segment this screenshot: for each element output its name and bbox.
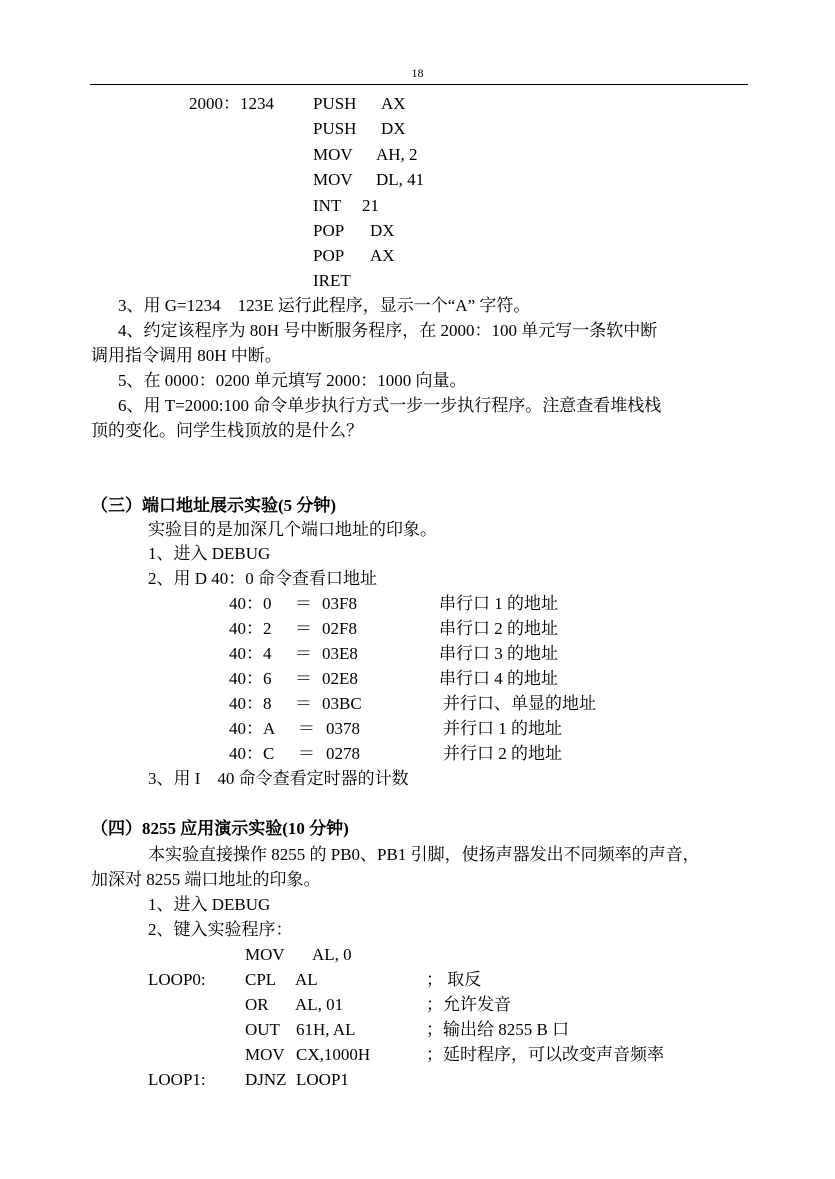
- port-value: 03F8: [322, 594, 357, 613]
- code-arg: LOOP1: [296, 1070, 349, 1089]
- code-arg: AL: [295, 970, 318, 989]
- code-op: PUSH: [313, 119, 357, 138]
- code-op: MOV: [313, 145, 353, 164]
- section-3-step-1: 1、进入 DEBUG: [148, 544, 271, 563]
- port-address: 40：A: [229, 719, 276, 738]
- code-arg: DL, 41: [376, 170, 425, 189]
- code-op: POP: [313, 221, 345, 240]
- step-3: 3、用 G=1234 123E 运行此程序，显示一个“A” 字符。: [118, 296, 531, 315]
- port-description: 串行口 3 的地址: [439, 644, 558, 663]
- code-comment: ； 取反: [426, 970, 482, 989]
- port-address: 40：4: [229, 644, 272, 663]
- section-3-intro: 实验目的是加深几个端口地址的印象。: [148, 520, 437, 539]
- code-op: OR: [245, 995, 269, 1014]
- code-op: IRET: [313, 271, 351, 290]
- section-3-step-2: 2、用 D 40：0 命令查看口地址: [148, 569, 378, 588]
- port-equals: ＝: [295, 694, 312, 713]
- code-arg: AL, 0: [312, 945, 352, 964]
- code-label: LOOP0:: [148, 970, 206, 989]
- port-equals: ＝: [298, 744, 315, 763]
- port-value: 0378: [326, 719, 360, 738]
- code-arg: DX: [370, 221, 395, 240]
- section-3-step-3: 3、用 I 40 命令查看定时器的计数: [148, 769, 409, 788]
- code-arg: AL, 01: [295, 995, 344, 1014]
- section-4-intro: 本实验直接操作 8255 的 PB0、PB1 引脚，使扬声器发出不同频率的声音，: [148, 845, 700, 864]
- code-arg: AX: [381, 94, 406, 113]
- port-value: 02F8: [322, 619, 357, 638]
- code-address: 2000：1234: [189, 94, 274, 113]
- section-4-intro-cont: 加深对 8255 端口地址的印象。: [91, 870, 321, 889]
- port-equals: ＝: [298, 719, 315, 738]
- port-value: 02E8: [322, 669, 358, 688]
- step-4: 4、约定该程序为 80H 号中断服务程序，在 2000：100 单元写一条软中断: [118, 321, 658, 340]
- code-comment: ；输出给 8255 B 口: [426, 1020, 570, 1039]
- port-description: 串行口 1 的地址: [439, 594, 558, 613]
- step-6-cont: 顶的变化。问学生栈顶放的是什么？: [91, 421, 363, 440]
- code-op: PUSH: [313, 94, 357, 113]
- port-description: 并行口、单显的地址: [443, 694, 596, 713]
- port-description: 并行口 1 的地址: [443, 719, 562, 738]
- port-value: 03BC: [322, 694, 362, 713]
- port-description: 串行口 4 的地址: [439, 669, 558, 688]
- port-address: 40：0: [229, 594, 272, 613]
- step-5: 5、在 0000：0200 单元填写 2000：1000 向量。: [118, 371, 467, 390]
- code-arg: DX: [381, 119, 406, 138]
- port-description: 并行口 2 的地址: [443, 744, 562, 763]
- port-equals: ＝: [295, 669, 312, 688]
- port-equals: ＝: [295, 644, 312, 663]
- code-comment: ；延时程序，可以改变声音频率: [426, 1045, 664, 1064]
- section-4-step-1: 1、进入 DEBUG: [148, 895, 271, 914]
- step-4-cont: 调用指令调用 80H 中断。: [91, 346, 282, 365]
- section-4-heading: （四）8255 应用演示实验(10 分钟): [91, 819, 349, 838]
- code-op: OUT: [245, 1020, 280, 1039]
- section-4-step-2: 2、键入实验程序：: [148, 920, 293, 939]
- code-comment: ；允许发音: [426, 995, 511, 1014]
- code-op: POP: [313, 246, 345, 265]
- port-value: 03E8: [322, 644, 358, 663]
- port-description: 串行口 2 的地址: [439, 619, 558, 638]
- code-arg: 21: [362, 196, 379, 215]
- port-value: 0278: [326, 744, 360, 763]
- port-address: 40：2: [229, 619, 272, 638]
- code-label: LOOP1:: [148, 1070, 206, 1089]
- step-6: 6、用 T=2000:100 命令单步执行方式一步一步执行程序。注意查看堆栈栈: [118, 396, 662, 415]
- code-op: MOV: [245, 1045, 285, 1064]
- code-arg: 61H, AL: [296, 1020, 356, 1039]
- port-address: 40：C: [229, 744, 275, 763]
- port-address: 40：8: [229, 694, 272, 713]
- code-op: INT: [313, 196, 342, 215]
- port-address: 40：6: [229, 669, 272, 688]
- code-arg: AH, 2: [376, 145, 418, 164]
- code-op: MOV: [245, 945, 285, 964]
- code-op: DJNZ: [245, 1070, 287, 1089]
- port-equals: ＝: [295, 594, 312, 613]
- section-3-heading: （三）端口地址展示实验(5 分钟): [91, 496, 337, 515]
- code-op: CPL: [245, 970, 277, 989]
- page-number: 18: [411, 66, 424, 80]
- code-arg: AX: [370, 246, 395, 265]
- port-equals: ＝: [295, 619, 312, 638]
- code-arg: CX,1000H: [296, 1045, 371, 1064]
- header-rule: [90, 84, 748, 85]
- code-op: MOV: [313, 170, 353, 189]
